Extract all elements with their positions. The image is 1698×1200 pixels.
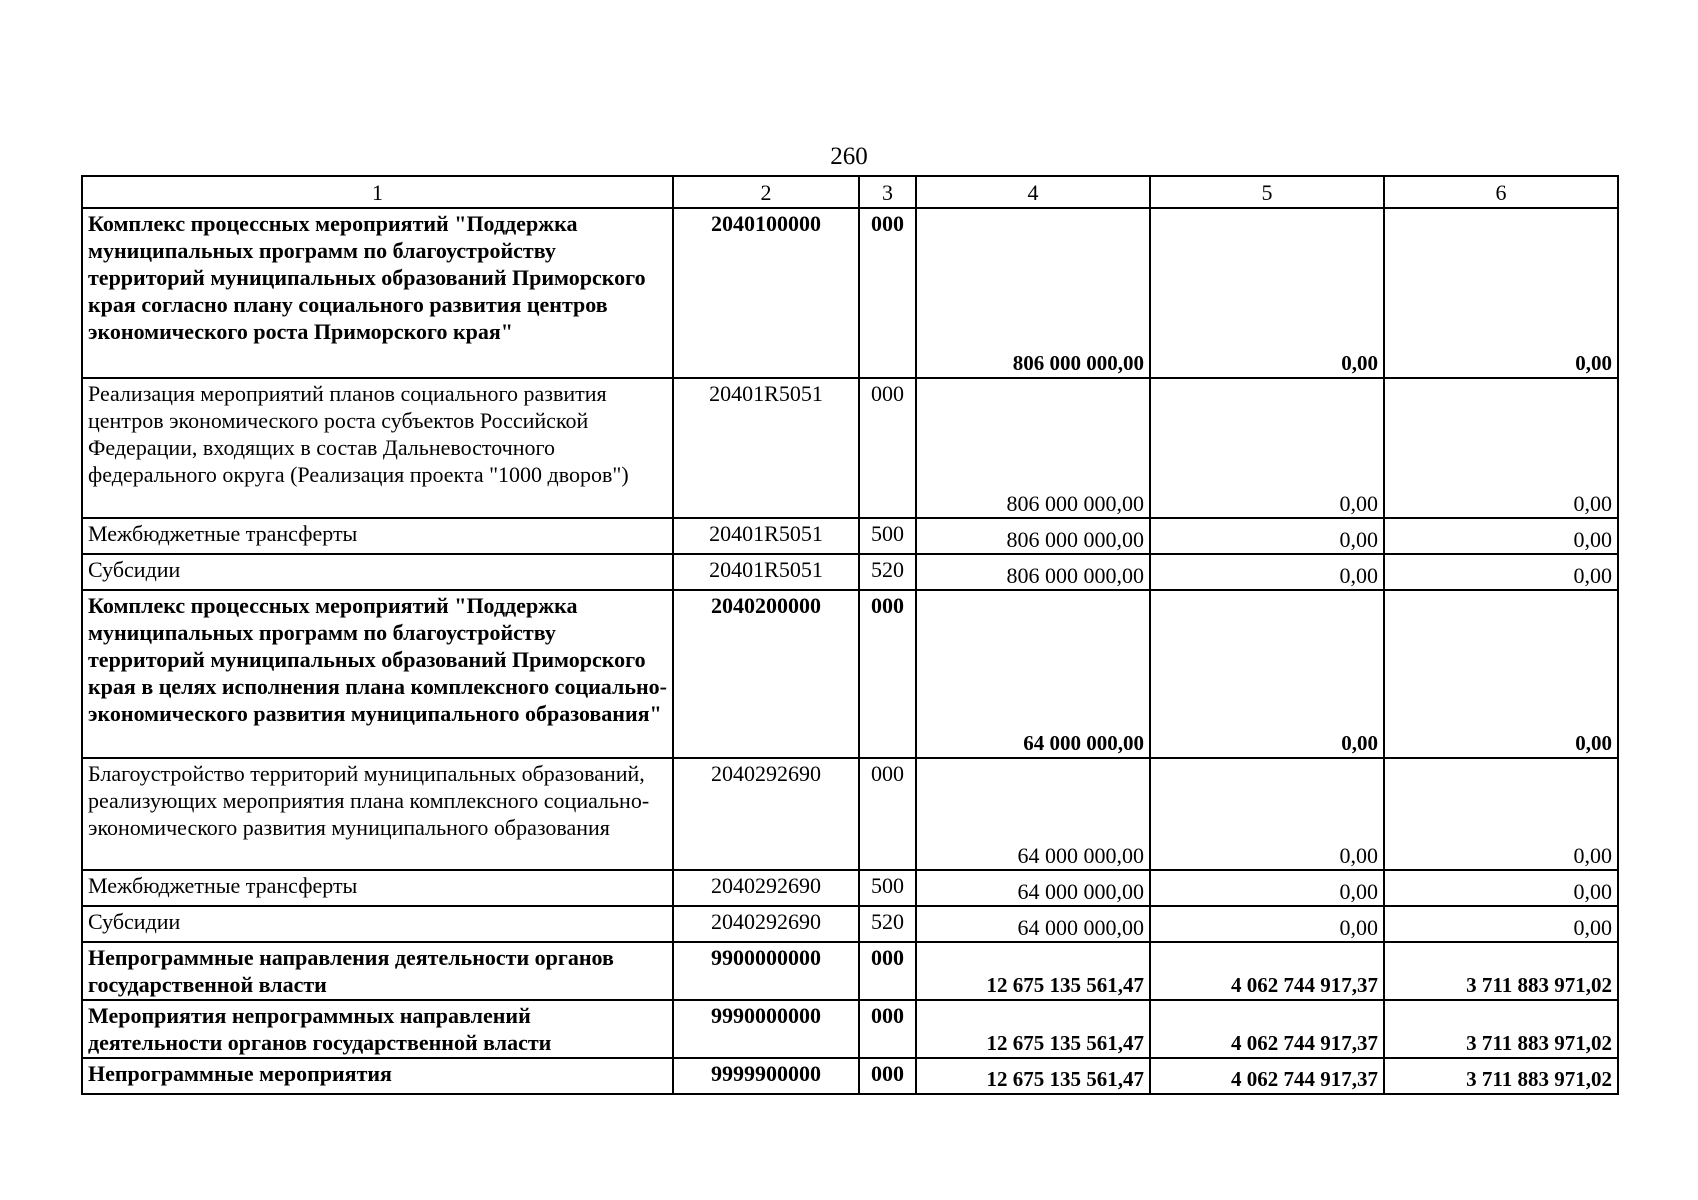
row-code: 20401R5051 <box>673 378 859 518</box>
table-row <box>82 590 1618 758</box>
table-row <box>82 378 1618 518</box>
row-code: 2040100000 <box>673 208 859 378</box>
column-header-6: 6 <box>1384 176 1618 208</box>
row-value-5: 0,00 <box>1150 378 1384 518</box>
row-value-6: 0,00 <box>1384 554 1618 590</box>
column-header-1: 1 <box>82 176 673 208</box>
table-row <box>82 518 1618 554</box>
row-value-5: 0,00 <box>1150 906 1384 942</box>
row-code: 2040200000 <box>673 590 859 758</box>
column-header-4: 4 <box>916 176 1150 208</box>
row-value-4: 64 000 000,00 <box>916 590 1150 758</box>
row-value-6: 3 711 883 971,02 <box>1384 942 1618 1000</box>
row-value-6: 0,00 <box>1384 758 1618 870</box>
row-name: Непрограммные мероприятия <box>82 1058 673 1094</box>
row-value-5: 0,00 <box>1150 758 1384 870</box>
table-row <box>82 554 1618 590</box>
row-value-4: 64 000 000,00 <box>916 906 1150 942</box>
row-code: 20401R5051 <box>673 554 859 590</box>
row-name: Комплекс процессных мероприятий "Поддержка муниципальных программ по благоустройству территорий муниципальных образований Приморского края в целях исполнения плана комплексного социально-экономического развития муниципального образования" <box>82 590 673 758</box>
row-value-6: 0,00 <box>1384 518 1618 554</box>
table-row <box>82 942 1618 1000</box>
table-row <box>82 906 1618 942</box>
row-value-6: 0,00 <box>1384 378 1618 518</box>
row-code: 2040292690 <box>673 906 859 942</box>
row-value-4: 12 675 135 561,47 <box>916 942 1150 1000</box>
table-row <box>82 758 1618 870</box>
row-code: 9990000000 <box>673 1000 859 1058</box>
row-name: Межбюджетные трансферты <box>82 518 673 554</box>
row-group: 520 <box>859 906 916 942</box>
row-group: 520 <box>859 554 916 590</box>
budget-table <box>81 175 1619 1095</box>
row-name: Межбюджетные трансферты <box>82 870 673 906</box>
column-header-2: 2 <box>673 176 859 208</box>
table-row <box>82 208 1618 378</box>
row-name: Непрограммные направления деятельности органов государственной власти <box>82 942 673 1000</box>
row-code: 20401R5051 <box>673 518 859 554</box>
row-value-5: 4 062 744 917,37 <box>1150 1058 1384 1094</box>
row-value-5: 0,00 <box>1150 590 1384 758</box>
row-value-4: 806 000 000,00 <box>916 554 1150 590</box>
column-header-5: 5 <box>1150 176 1384 208</box>
row-value-5: 0,00 <box>1150 870 1384 906</box>
row-value-4: 806 000 000,00 <box>916 518 1150 554</box>
row-value-5: 4 062 744 917,37 <box>1150 1000 1384 1058</box>
row-value-5: 0,00 <box>1150 518 1384 554</box>
row-value-5: 4 062 744 917,37 <box>1150 942 1384 1000</box>
row-value-5: 0,00 <box>1150 554 1384 590</box>
row-group: 500 <box>859 518 916 554</box>
row-group: 000 <box>859 590 916 758</box>
row-value-6: 3 711 883 971,02 <box>1384 1000 1618 1058</box>
row-group: 000 <box>859 378 916 518</box>
row-name: Благоустройство территорий муниципальных образований, реализующих мероприятия плана комплексного социально-экономического развития муниципального образования <box>82 758 673 870</box>
row-code: 9900000000 <box>673 942 859 1000</box>
row-name: Субсидии <box>82 554 673 590</box>
row-group: 000 <box>859 1058 916 1094</box>
row-value-4: 64 000 000,00 <box>916 758 1150 870</box>
row-code: 2040292690 <box>673 870 859 906</box>
row-value-6: 0,00 <box>1384 590 1618 758</box>
table-header-row <box>82 176 1618 208</box>
row-group: 500 <box>859 870 916 906</box>
row-value-4: 806 000 000,00 <box>916 208 1150 378</box>
table-row <box>82 870 1618 906</box>
page-number: 260 <box>830 143 868 170</box>
row-name: Реализация мероприятий планов социального развития центров экономического роста субъектов Российской Федерации, входящих в состав Дальневосточного федерального округа (Реализация проекта "1000 дворов") <box>82 378 673 518</box>
row-group: 000 <box>859 758 916 870</box>
column-header-3: 3 <box>859 176 916 208</box>
row-group: 000 <box>859 1000 916 1058</box>
row-value-5: 0,00 <box>1150 208 1384 378</box>
row-value-4: 12 675 135 561,47 <box>916 1058 1150 1094</box>
row-value-6: 0,00 <box>1384 870 1618 906</box>
row-value-6: 0,00 <box>1384 906 1618 942</box>
table-row <box>82 1058 1618 1094</box>
row-value-4: 806 000 000,00 <box>916 378 1150 518</box>
row-value-6: 0,00 <box>1384 208 1618 378</box>
row-code: 9999900000 <box>673 1058 859 1094</box>
row-name: Субсидии <box>82 906 673 942</box>
row-value-4: 12 675 135 561,47 <box>916 1000 1150 1058</box>
row-value-6: 3 711 883 971,02 <box>1384 1058 1618 1094</box>
row-group: 000 <box>859 208 916 378</box>
row-value-4: 64 000 000,00 <box>916 870 1150 906</box>
row-code: 2040292690 <box>673 758 859 870</box>
row-group: 000 <box>859 942 916 1000</box>
row-name: Комплекс процессных мероприятий "Поддержка муниципальных программ по благоустройству территорий муниципальных образований Приморского края согласно плану социального развития центров экономического роста Приморского края" <box>82 208 673 378</box>
table-row <box>82 1000 1618 1058</box>
row-name: Мероприятия непрограммных направлений деятельности органов государственной власти <box>82 1000 673 1058</box>
